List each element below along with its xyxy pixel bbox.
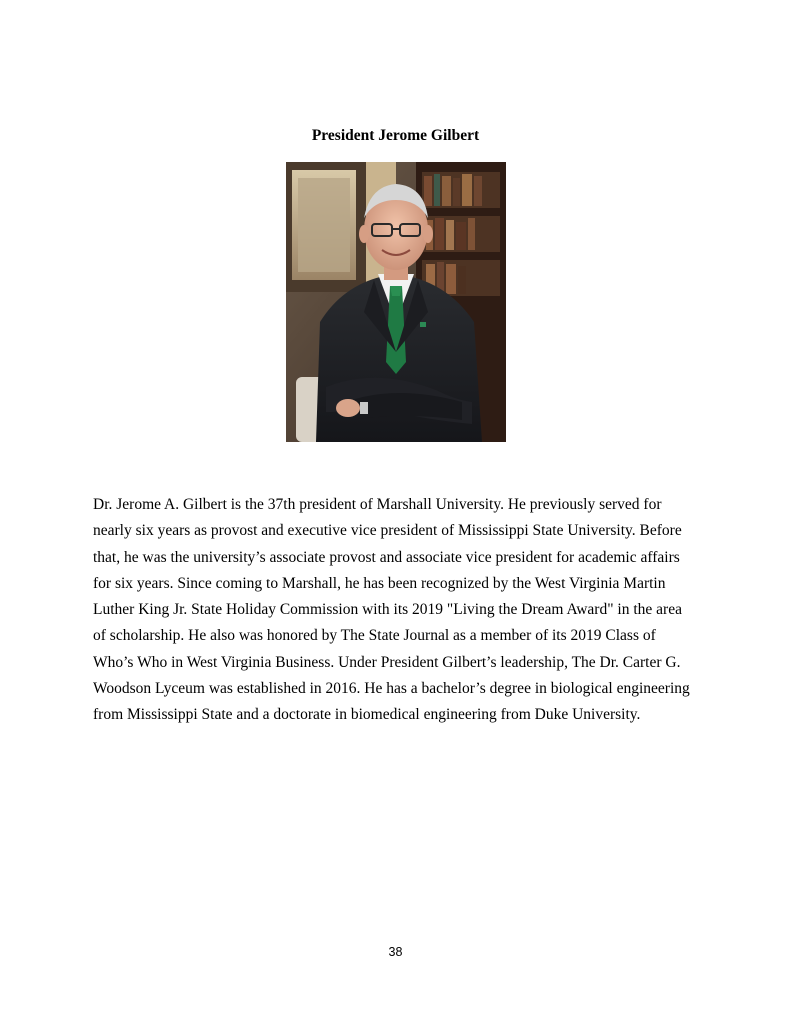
bio-paragraph: Dr. Jerome A. Gilbert is the 37th president of Marshall University. He previously served for nearly six years as provost and executive vice president of Mississippi State University. Before that, he was the university’s associate provost and associate vice president for academic affairs for six years. Since coming to Marshall, he has been recognized by the West Virginia Martin Luther King Jr. State Holiday Commission with its 2019 "Living the Dream Award" in the area of scholarship. He also was honored by The State Journal as a member of its 2019 Class of Who’s Who in West Virginia Business. Under President Gilbert’s leadership, The Dr. Carter G. Woodson Lyceum was established in 2016. He has a bachelor’s degree in biological engineering from Mississippi State and a doctorate in biomedical engineering from Duke University. [93,496,690,724]
page-number: 38 [388,945,403,959]
page-title: President Jerome Gilbert [311,127,480,144]
president-portrait-photo [286,162,506,442]
